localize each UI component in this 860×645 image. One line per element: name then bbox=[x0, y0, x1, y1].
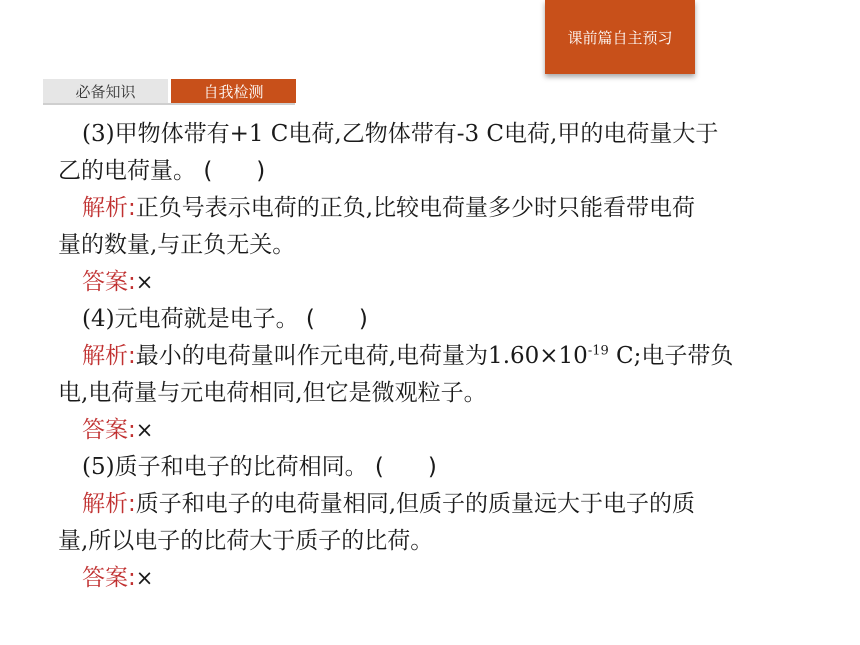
item4-answer bbox=[58, 412, 798, 449]
section-corner-tab[interactable]: 课前篇自主预习 bbox=[545, 0, 695, 74]
cross-mark: × bbox=[135, 566, 154, 590]
explanation-text-a: 最小的电荷量叫作元电荷,电荷量为1.60×10 bbox=[135, 343, 588, 369]
answer-label: 答案: bbox=[82, 269, 136, 295]
item4-explanation-line2: 电,电荷量与元电荷相同,但它是微观粒子。 bbox=[58, 380, 487, 406]
answer-blank-close: ) bbox=[358, 306, 368, 332]
item3-answer bbox=[58, 264, 798, 301]
answer-label: 答案: bbox=[82, 417, 136, 443]
item5-statement bbox=[58, 449, 798, 486]
answer-blank-open: ( bbox=[374, 454, 384, 480]
explanation-label: 解析: bbox=[82, 491, 136, 517]
cross-mark: × bbox=[135, 418, 154, 442]
item3-explanation-line2: 量的数量,与正负无关。 bbox=[58, 232, 296, 258]
explanation-text: 正负号表示电荷的正负,比较电荷量多少时只能看带电荷 bbox=[135, 195, 696, 221]
item4-statement bbox=[58, 301, 798, 338]
explanation-label: 解析: bbox=[82, 343, 136, 369]
tab-self-check[interactable]: 自我检测 bbox=[171, 79, 296, 103]
item4-explanation-line1 bbox=[58, 338, 798, 375]
item3-statement-text: 乙的电荷量。 bbox=[58, 158, 196, 184]
answer-blank-close: ) bbox=[256, 158, 266, 184]
tab-underline bbox=[43, 103, 295, 105]
explanation-text-b: C;电子带负 bbox=[608, 343, 734, 369]
explanation-label: 解析: bbox=[82, 195, 136, 221]
answer-label: 答案: bbox=[82, 565, 136, 591]
item5-answer bbox=[58, 560, 798, 597]
item5-explanation-line1 bbox=[58, 486, 798, 523]
answer-blank-open: ( bbox=[305, 306, 315, 332]
tab-essential-knowledge[interactable]: 必备知识 bbox=[43, 79, 168, 103]
item5-explanation-line2: 量,所以电子的比荷大于质子的比荷。 bbox=[58, 528, 434, 554]
exponent: -19 bbox=[587, 343, 609, 359]
item4-statement-text: (4)元电荷就是电子。 bbox=[82, 306, 299, 332]
item5-statement-text: (5)质子和电子的比荷相同。 bbox=[82, 454, 368, 480]
explanation-text: 质子和电子的电荷量相同,但质子的质量远大于电子的质 bbox=[135, 491, 696, 517]
section-tabs bbox=[43, 79, 296, 103]
item3-statement-line2 bbox=[58, 153, 798, 190]
cross-mark: × bbox=[135, 270, 154, 294]
answer-blank-close: ) bbox=[427, 454, 437, 480]
answer-blank-open: ( bbox=[203, 158, 213, 184]
item3-explanation-line1 bbox=[58, 190, 798, 227]
item3-statement-line1: (3)甲物体带有+1 C电荷,乙物体带有-3 C电荷,甲的电荷量大于 bbox=[82, 121, 719, 147]
question-content bbox=[58, 116, 798, 597]
